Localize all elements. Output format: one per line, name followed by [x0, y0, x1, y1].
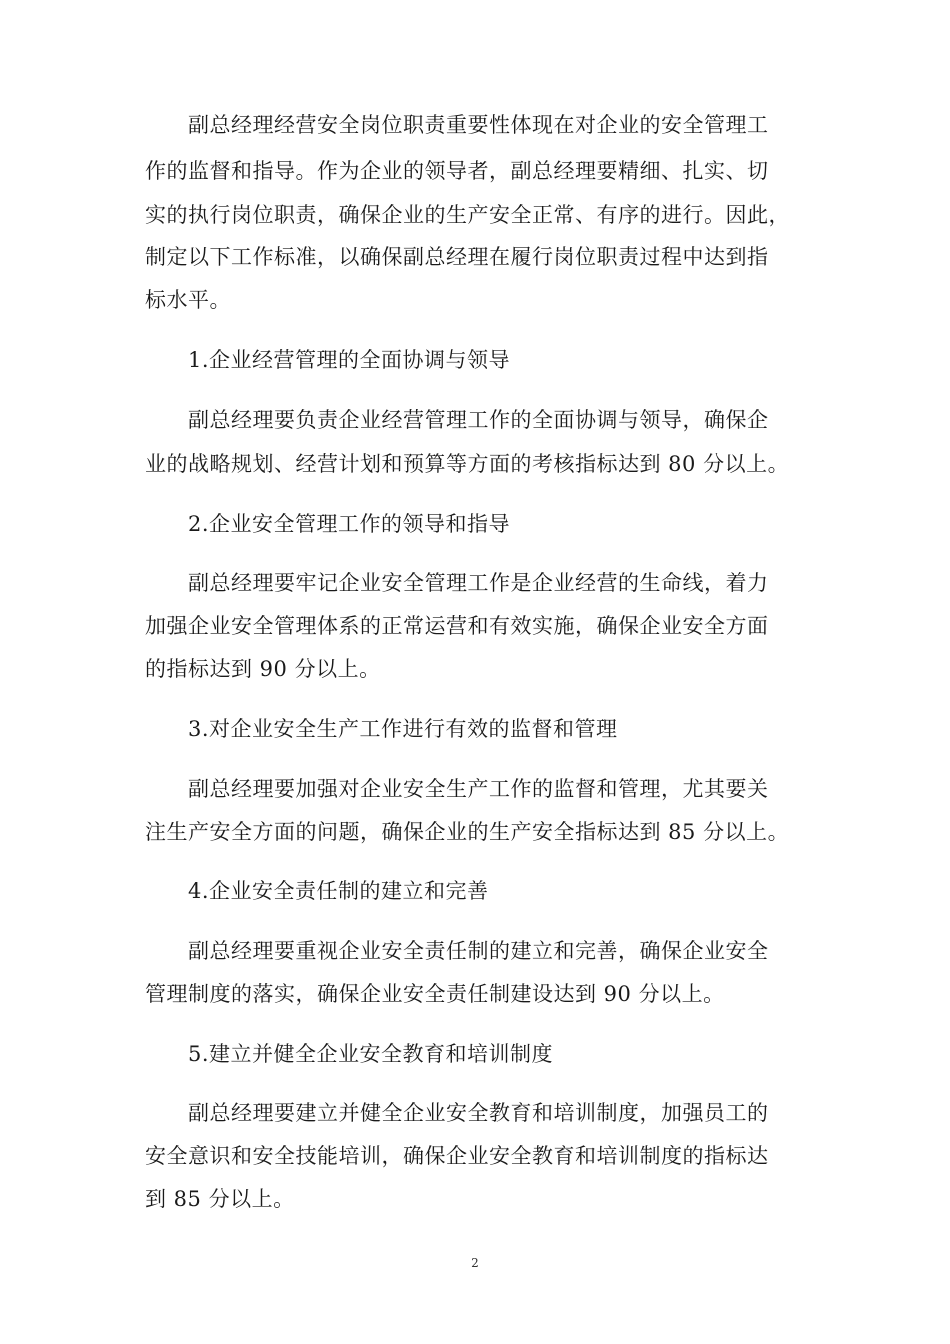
intro-line: 实的执行岗位职责，确保企业的生产安全正常、有序的进行。因此， [145, 203, 790, 227]
section-heading: 2.企业安全管理工作的领导和指导 [188, 512, 511, 536]
section-line: 副总经理要建立并健全企业安全教育和培训制度，加强员工的 [188, 1101, 769, 1125]
section-line: 副总经理要重视企业安全责任制的建立和完善，确保企业安全 [188, 939, 769, 963]
section-line: 副总经理要牢记企业安全管理工作是企业经营的生命线，着力 [188, 571, 769, 595]
section-line: 副总经理要加强对企业安全生产工作的监督和管理，尤其要关 [188, 777, 769, 801]
section-line: 到 85 分以上。 [145, 1187, 295, 1211]
section-line: 的指标达到 90 分以上。 [145, 657, 381, 681]
section-line: 副总经理要负责企业经营管理工作的全面协调与领导，确保企 [188, 408, 769, 432]
section-heading: 4.企业安全责任制的建立和完善 [188, 879, 489, 903]
section-line: 注生产安全方面的问题，确保企业的生产安全指标达到 85 分以上。 [145, 820, 790, 844]
section-heading: 1.企业经营管理的全面协调与领导 [188, 348, 511, 372]
intro-line: 作的监督和指导。作为企业的领导者，副总经理要精细、扎实、切 [145, 159, 769, 183]
section-line: 加强企业安全管理体系的正常运营和有效实施，确保企业安全方面 [145, 614, 769, 638]
section-line: 安全意识和安全技能培训，确保企业安全教育和培训制度的指标达 [145, 1144, 769, 1168]
intro-line: 制定以下工作标准，以确保副总经理在履行岗位职责过程中达到指 [145, 245, 769, 269]
intro-line: 副总经理经营安全岗位职责重要性体现在对企业的安全管理工 [188, 113, 769, 137]
intro-line: 标水平。 [145, 288, 231, 312]
section-line: 业的战略规划、经营计划和预算等方面的考核指标达到 80 分以上。 [145, 452, 790, 476]
page-number: 2 [471, 1256, 479, 1270]
section-heading: 5.建立并健全企业安全教育和培训制度 [188, 1042, 554, 1066]
section-heading: 3.对企业安全生产工作进行有效的监督和管理 [188, 717, 618, 741]
section-line: 管理制度的落实，确保企业安全责任制建设达到 90 分以上。 [145, 982, 725, 1006]
